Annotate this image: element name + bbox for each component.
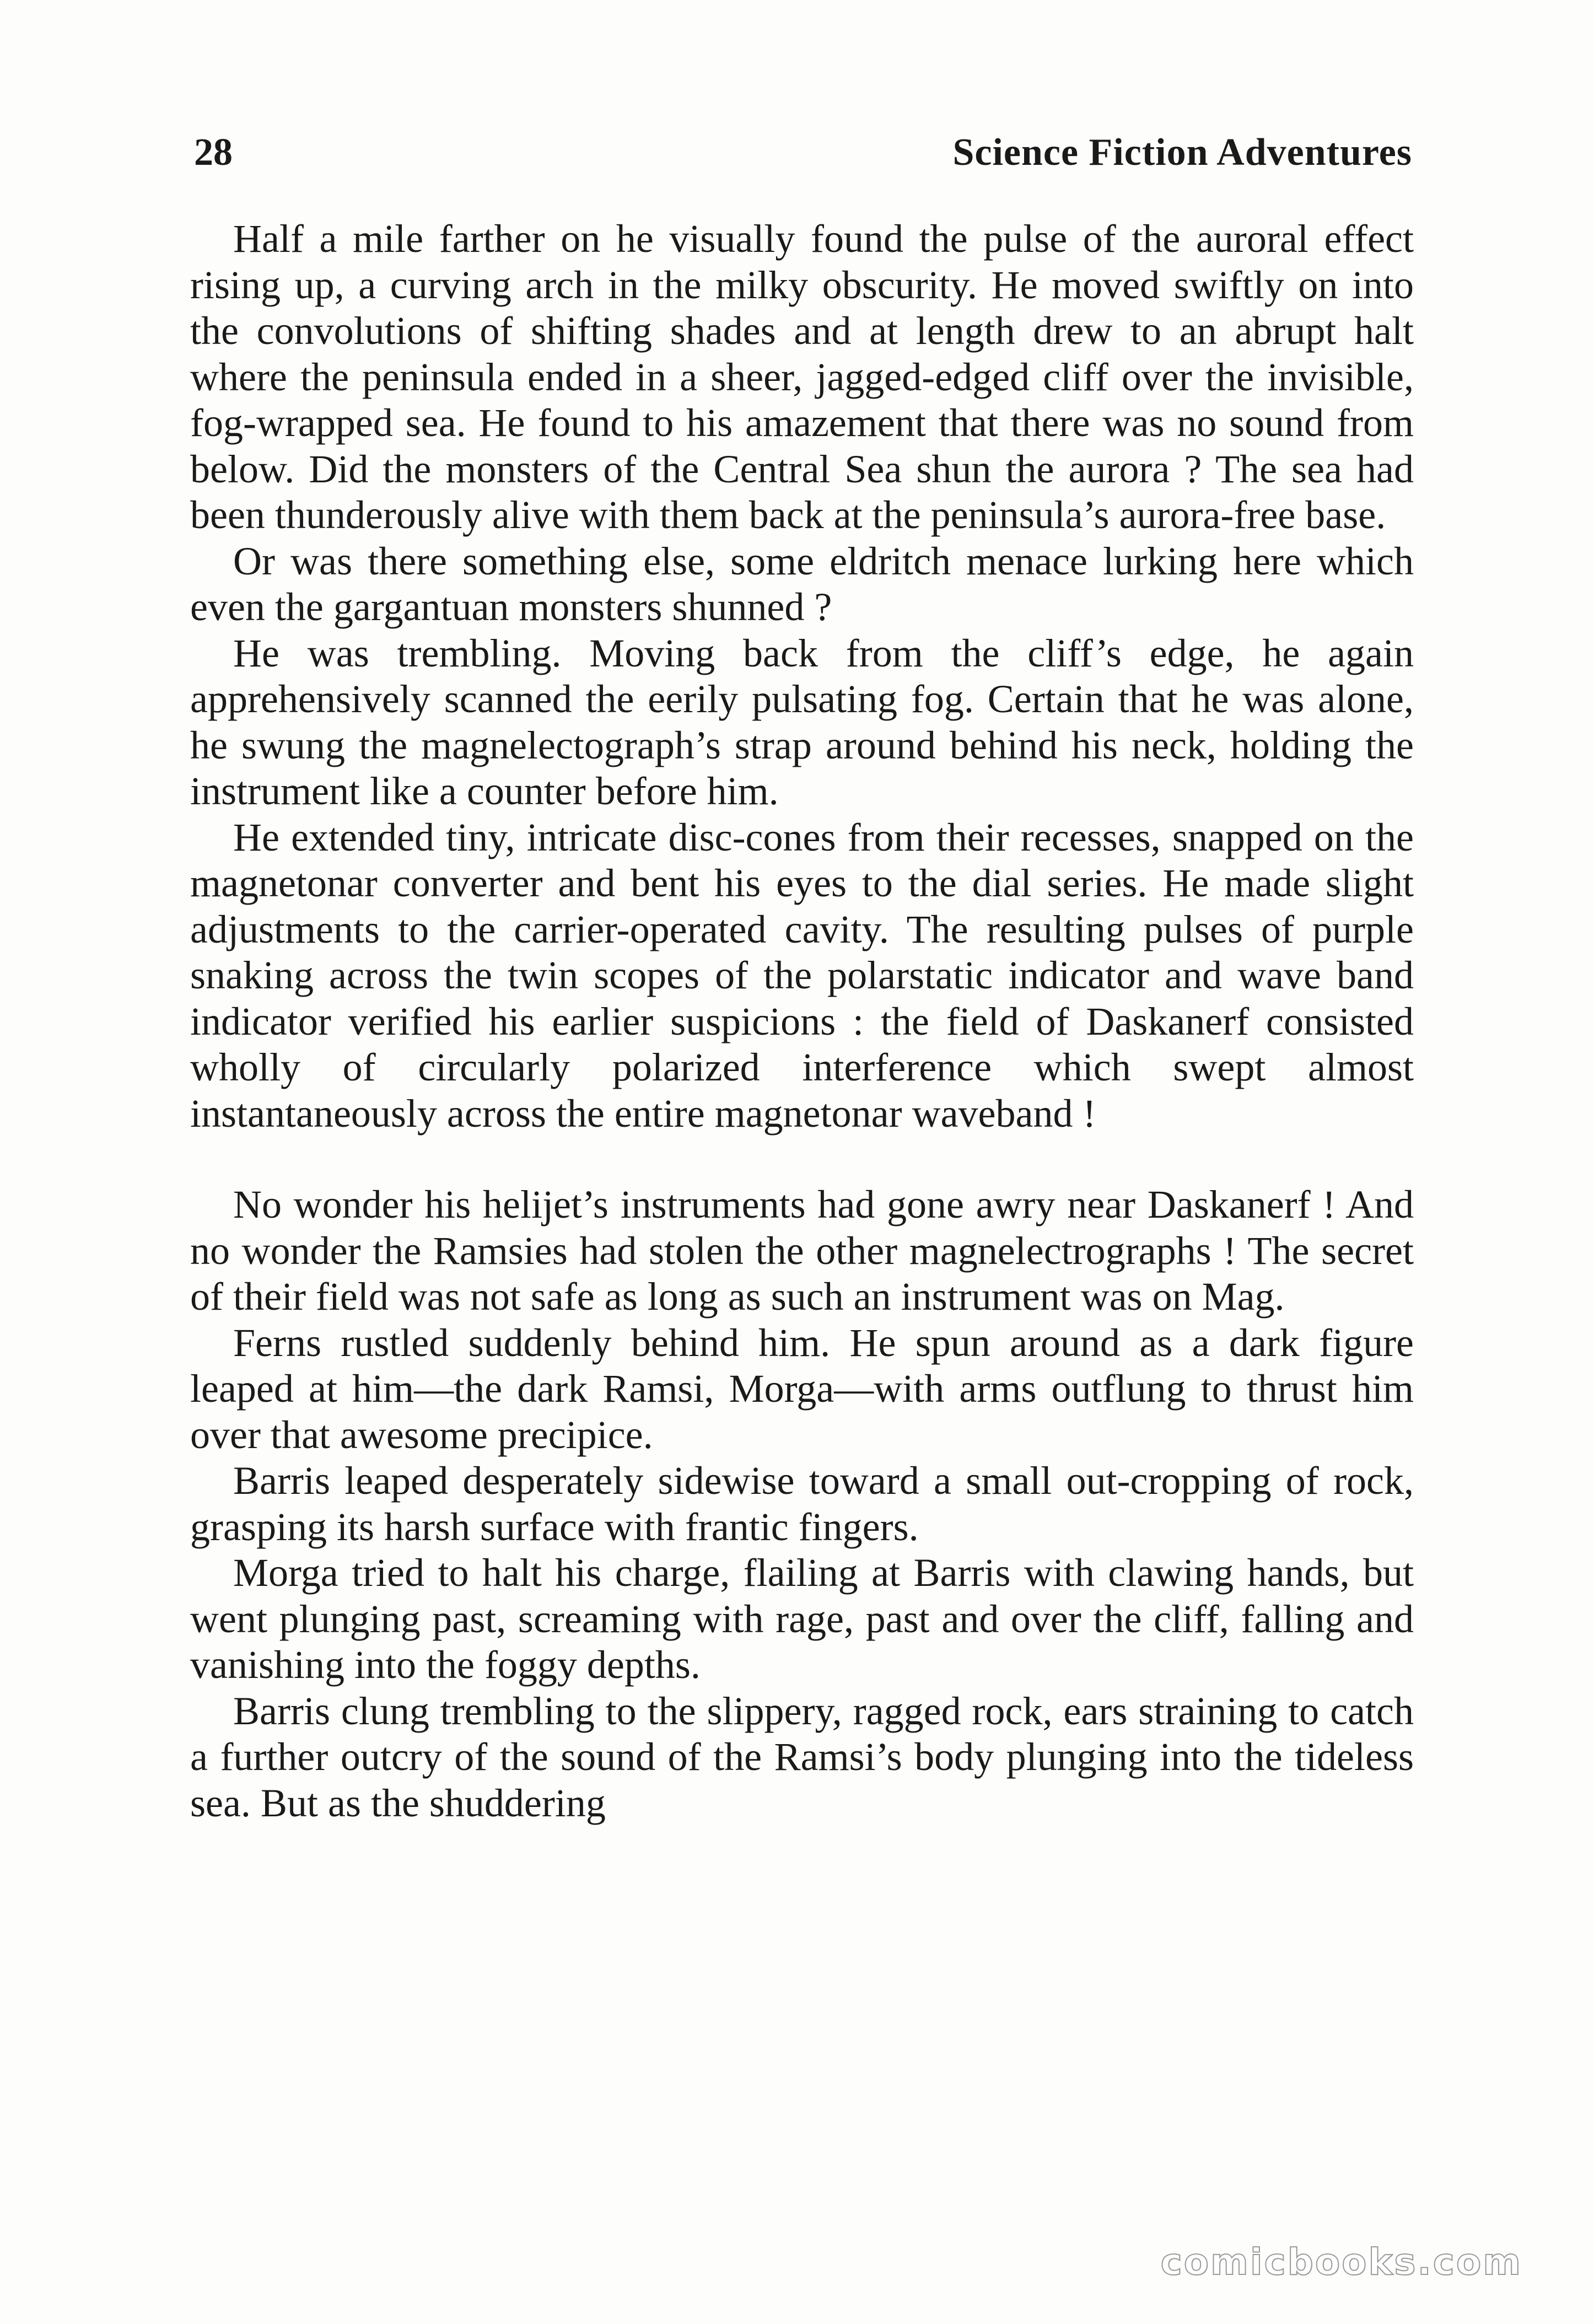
paragraph: Half a mile farther on he visually found the pulse of the auroral effect rising up, a curving arch in the milky obscurity. He moved swiftly on into the convolutions of shifting shades and at length drew to an abrupt halt where the peninsula ended in a sheer, jagged-edged cliff over the invisible, fog-wrapped sea. He found to his amazement that there was no sound from below. Did the monsters of the Central Sea shun the aurora ? The sea had been thunderously alive with them back at the peninsula’s aurora-free base. [190,217,1414,537]
paragraph: Barris clung trembling to the slippery, ragged rock, ears straining to catch a further outcry of the sound of the Ramsi’s body plunging into the tideless sea. But as the shuddering [190,1688,1414,1825]
paragraph: Morga tried to halt his charge, flailing at Barris with clawing hands, but went plunging past, screaming with rage, past and over the cliff, falling and vanishing into the foggy depths. [190,1551,1414,1687]
paragraph: No wonder his helijet’s instruments had gone awry near Daskanerf ! And no wonder the Ramsies had stolen the other magnelectrographs ! The secret of their field was not safe as long as such an instrument was on Mag. [190,1182,1414,1319]
page-header [194,122,1412,183]
watermark-logo: comicbooks.com [1160,2241,1522,2283]
running-title: Science Fiction Adventures [952,131,1412,174]
paragraph: Ferns rustled suddenly behind him. He spun around as a dark figure leaped at him—the dark Ramsi, Morga—with arms outflung to thrust him over that awesome precipice. [190,1320,1414,1457]
paragraph: Barris leaped desperately sidewise toward a small out-cropping of rock, grasping its harsh surface with frantic fingers. [190,1459,1414,1549]
body-text [190,216,1414,1826]
paragraph: Or was there something else, some eldritch menace lurking here which even the gargantuan monsters shunned ? [190,539,1414,629]
paragraph: He extended tiny, intricate disc-cones from their recesses, snapped on the magnetonar converter and bent his eyes to the dial series. He made slight adjustments to the carrier-operated cavity. The resulting pulses of purple snaking across the twin scopes of the polarstatic indicator and wave band indicator verified his earlier suspicions : the field of Daskanerf consisted wholly of circularly polarized interference which swept almost instantaneously across the entire magnetonar waveband ! [190,815,1414,1136]
paragraph: He was trembling. Moving back from the cliff’s edge, he again apprehensively scanned the eerily pulsating fog. Certain that he was alone, he swung the magnelectograph’s strap around behind his neck, holding the instrument like a counter before him. [190,631,1414,813]
page-number: 28 [194,131,233,174]
